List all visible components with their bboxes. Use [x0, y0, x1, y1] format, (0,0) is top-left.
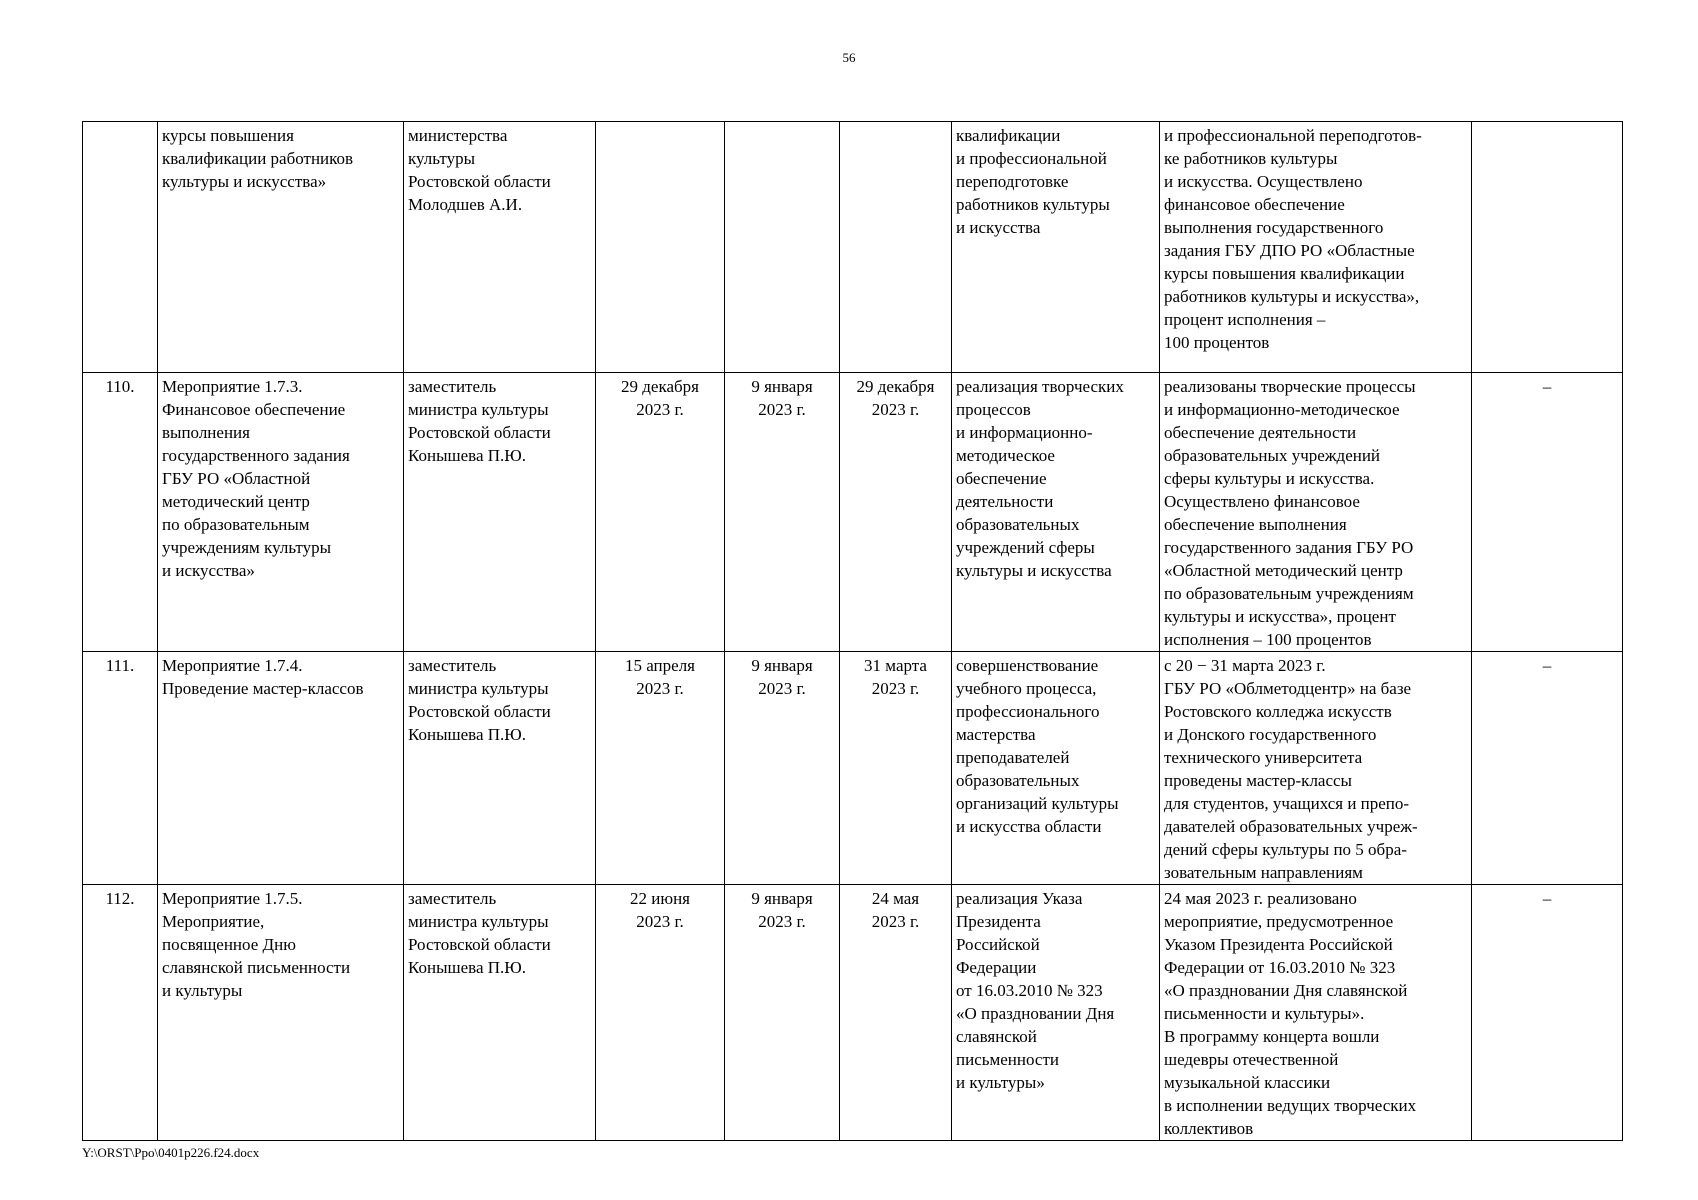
actual-start-date-cell: 9 января 2023 г. [725, 373, 840, 652]
report-table [82, 121, 1623, 1141]
reason-cell [1472, 122, 1623, 373]
actual-result-cell: реализованы творческие процессы и информационно-методическое обеспечение деятельности образовательных учреждений сферы культуры и искусства. Осуществлено финансовое обеспечение выполнения государственного задания ГБУ РО «Областной методический центр по образовательным учреждениям культуры и искусства», процент исполнения – 100 процентов [1160, 373, 1472, 652]
planned-end-date-cell: 29 декабря 2023 г. [596, 373, 725, 652]
page-number: 56 [842, 50, 856, 65]
event-cell: Мероприятие 1.7.3. Финансовое обеспечение выполнения государственного задания ГБУ РО «Областной методический центр по образовательным учреждениям культуры и искусства» [158, 373, 404, 652]
table-row [83, 373, 1623, 652]
responsible-cell: министерства культуры Ростовской области Молодшев А.И. [404, 122, 596, 373]
table-row [83, 122, 1623, 373]
actual-result-cell: и профессиональной переподготов- ке работников культуры и искусства. Осуществлено финансовое обеспечение выполнения государственного задания ГБУ ДПО РО «Областные курсы повышения квалификации работников культуры и искусства», процент исполнения – 100 процентов [1160, 122, 1472, 373]
planned-end-date-cell: 15 апреля 2023 г. [596, 652, 725, 885]
actual-start-date-cell: 9 января 2023 г. [725, 652, 840, 885]
responsible-cell: заместитель министра культуры Ростовской области Конышева П.Ю. [404, 885, 596, 1141]
actual-end-date-cell: 31 марта 2023 г. [840, 652, 952, 885]
reason-cell: – [1472, 373, 1623, 652]
table-row [83, 652, 1623, 885]
row-number [83, 122, 158, 373]
actual-end-date-cell: 24 мая 2023 г. [840, 885, 952, 1141]
planned-result-cell: реализация Указа Президента Российской Федерации от 16.03.2010 № 323 «О праздновании Дня славянской письменности и культуры» [952, 885, 1160, 1141]
actual-end-date-cell [840, 122, 952, 373]
row-number: 112. [83, 885, 158, 1141]
table-row [83, 885, 1623, 1141]
planned-end-date-cell [596, 122, 725, 373]
row-number: 111. [83, 652, 158, 885]
reason-cell: – [1472, 652, 1623, 885]
reason-cell: – [1472, 885, 1623, 1141]
responsible-cell: заместитель министра культуры Ростовской области Конышева П.Ю. [404, 373, 596, 652]
actual-start-date-cell [725, 122, 840, 373]
planned-result-cell: реализация творческих процессов и информационно- методическое обеспечение деятельности образовательных учреждений сферы культуры и искусства [952, 373, 1160, 652]
actual-result-cell: с 20 − 31 марта 2023 г. ГБУ РО «Облметодцентр» на базе Ростовского колледжа искусств и Донского государственного технического университета проведены мастер-классы для студентов, учащихся и препо- давателей образовательных учреж- дений сферы культуры по 5 обра- зовательным направлениям [1160, 652, 1472, 885]
event-cell: Мероприятие 1.7.4. Проведение мастер-классов [158, 652, 404, 885]
actual-start-date-cell: 9 января 2023 г. [725, 885, 840, 1141]
footer-file-path: Y:\ORST\Ppo\0401p226.f24.docx [82, 1145, 260, 1160]
responsible-cell: заместитель министра культуры Ростовской области Конышева П.Ю. [404, 652, 596, 885]
row-number: 110. [83, 373, 158, 652]
event-cell: курсы повышения квалификации работников культуры и искусства» [158, 122, 404, 373]
event-cell: Мероприятие 1.7.5. Мероприятие, посвященное Дню славянской письменности и культуры [158, 885, 404, 1141]
planned-result-cell: совершенствование учебного процесса, профессионального мастерства преподавателей образовательных организаций культуры и искусства области [952, 652, 1160, 885]
planned-result-cell: квалификации и профессиональной переподготовке работников культуры и искусства [952, 122, 1160, 373]
planned-end-date-cell: 22 июня 2023 г. [596, 885, 725, 1141]
actual-result-cell: 24 мая 2023 г. реализовано мероприятие, предусмотренное Указом Президента Российской Федерации от 16.03.2010 № 323 «О праздновании Дня славянской письменности и культуры». В программу концерта вошли шедевры отечественной музыкальной классики в исполнении ведущих творческих коллективов [1160, 885, 1472, 1141]
actual-end-date-cell: 29 декабря 2023 г. [840, 373, 952, 652]
